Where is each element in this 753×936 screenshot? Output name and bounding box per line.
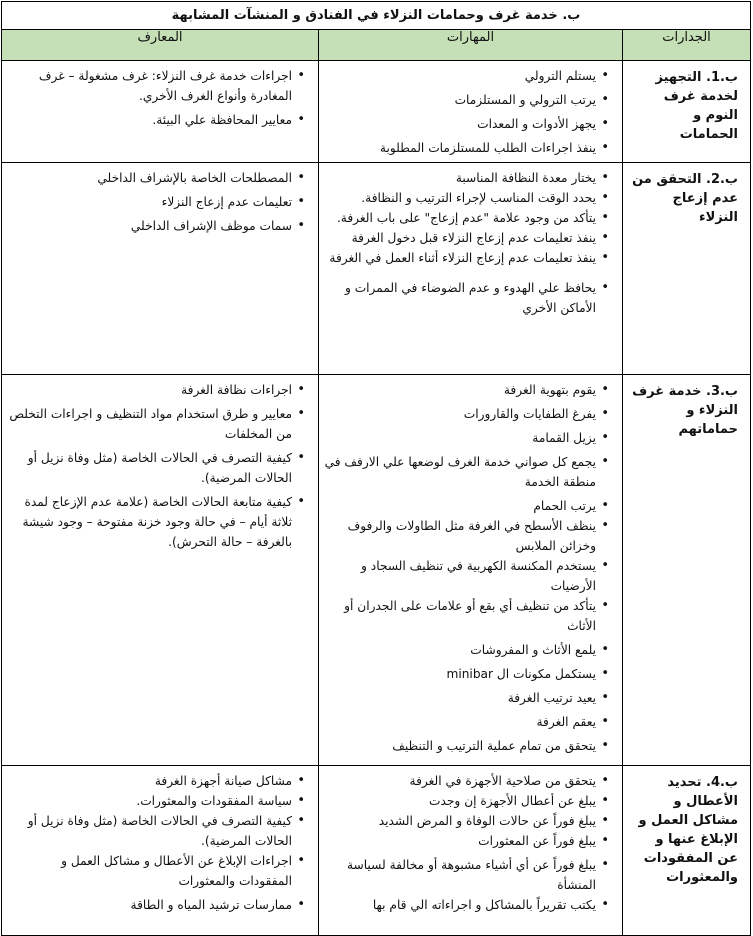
list-item: • يستلم الترولي: [323, 66, 608, 86]
list-item: • ينفذ تعليمات عدم إزعاج النزلاء أثناء العمل في الغرفة: [323, 248, 608, 268]
competency-cell: ب.2. التحقق من عدم إزعاج النزلاء: [623, 163, 751, 375]
list-item: • يجهز الأدوات و المعدات: [323, 114, 608, 134]
skills-cell: [319, 61, 623, 163]
list-item: • كيفية متابعة الحالات الخاصة (علامة عدم الإزعاج لمدة ثلاثة أيام – في حالة وجود خزنة مفتوحة – وجود شيشة بالغرفة – حالة التحرش).: [6, 492, 304, 552]
list-item: • يتحقق من تمام عملية الترتيب و التنظيف: [323, 736, 608, 756]
list-item: • يعقم الغرفة: [323, 712, 608, 732]
competency-cell: ب.3. خدمة غرف النزلاء و حماماتهم: [623, 375, 751, 766]
standards-table: [1, 1, 751, 936]
list-item: • ينظف الأسطح في الغرفة مثل الطاولات والرفوف وخزائن الملابس: [323, 516, 608, 556]
list-item: • ينفذ اجراءات الطلب للمستلزمات المطلوبة: [323, 138, 608, 158]
list-item: • يرتب الحمام: [323, 496, 608, 516]
list-item: • يقوم بتهوية الغرفة: [323, 380, 608, 400]
list-item: • اجراءات خدمة غرف النزلاء: غرف مشغولة – غرف المغادرة وأنواع الغرف الأخري.: [6, 66, 304, 106]
list-item: • معايير المحافظة علي البيئة.: [6, 110, 304, 130]
list-item: • يزيل القمامة: [323, 428, 608, 448]
skills-cell: [319, 766, 623, 936]
competency-cell: ب.1. التجهيز لخدمة غرف النوم و الحمامات: [623, 61, 751, 163]
list-item: • يبلغ فوراً عن أي أشياء مشبوهة أو مخالفة لسياسة المنشأة: [323, 855, 608, 895]
knowledge-cell: [2, 375, 319, 766]
header-knowledge: المعارف: [2, 30, 319, 61]
list-item: • معايير و طرق استخدام مواد التنظيف و اجراءات التخلص من المخلفات: [6, 404, 304, 444]
knowledge-cell: [2, 61, 319, 163]
list-item: • يستخدم المكنسة الكهربية في تنظيف السجاد و الأرضيات: [323, 556, 608, 596]
list-item: • يبلغ عن أعطال الأجهزة إن وجدت: [323, 791, 608, 811]
list-item: • المصطلحات الخاصة بالإشراف الداخلي: [6, 168, 304, 188]
list-item: • سياسة المفقودات والمعثورات.: [6, 791, 304, 811]
list-item: • تعليمات عدم إزعاج النزلاء: [6, 192, 304, 212]
list-item: • كيفية التصرف في الحالات الخاصة (مثل وفاة نزيل أو الحالات المرضية).: [6, 811, 304, 851]
knowledge-cell: [2, 163, 319, 375]
table-row: [2, 163, 751, 375]
list-item: • يجمع كل صواني خدمة الغرف لوضعها علي الارفف في منطقة الخدمة: [323, 452, 608, 492]
skills-cell: [319, 375, 623, 766]
list-item: • يحدد الوقت المناسب لإجراء الترتيب و النظافة.: [323, 188, 608, 208]
list-item: • يبلغ فوراً عن المعثورات: [323, 831, 608, 851]
list-item: • سمات موظف الإشراف الداخلي: [6, 216, 304, 236]
list-item: • مشاكل صيانة أجهزة الغرفة: [6, 771, 304, 791]
table-title: ب. خدمة غرف وحمامات النزلاء في الفنادق و المنشآت المشابهة: [2, 2, 751, 30]
table-row: [2, 766, 751, 936]
list-item: • يتأكد من وجود علامة "عدم إزعاج" على باب الغرفة.: [323, 208, 608, 228]
header-competencies: الجدارات: [623, 30, 751, 61]
list-item: • كيفية التصرف في الحالات الخاصة (مثل وفاة نزيل أو الحالات المرضية).: [6, 448, 304, 488]
competency-cell: ب.4. تحديد الأعطال و مشاكل العمل و الإبلاغ عنها و عن المفقودات والمعثورات: [623, 766, 751, 936]
skills-cell: [319, 163, 623, 375]
list-item: • يفرغ الطفايات والقارورات: [323, 404, 608, 424]
list-item: • يتحقق من صلاحية الأجهزة في الغرفة: [323, 771, 608, 791]
list-item: • يكتب تقريراً بالمشاكل و اجراءاته الي قام بها: [323, 895, 608, 915]
list-item: • اجراءات الإبلاغ عن الأعطال و مشاكل العمل و المفقودات والمعثورات: [6, 851, 304, 891]
knowledge-cell: [2, 766, 319, 936]
table-row: [2, 375, 751, 766]
list-item: • يختار معدة النظافة المناسبة: [323, 168, 608, 188]
table-row: [2, 61, 751, 163]
list-item: • ينفذ تعليمات عدم إزعاج النزلاء قبل دخول الغرفة: [323, 228, 608, 248]
list-item: • يرتب الترولي و المستلزمات: [323, 90, 608, 110]
list-item: • يستكمل مكونات ال minibar: [323, 664, 608, 684]
list-item: • ممارسات ترشيد المياه و الطاقة: [6, 895, 304, 915]
list-item: • يعيد ترتيب الغرفة: [323, 688, 608, 708]
list-item: • يتأكد من تنظيف أي بقع أو علامات على الجدران أو الأثاث: [323, 596, 608, 636]
list-item: • يبلغ فوراً عن حالات الوفاة و المرض الشديد: [323, 811, 608, 831]
list-item: • يحافظ علي الهدوء و عدم الضوضاء في الممرات و الأماكن الأخري: [323, 278, 608, 318]
list-item: • اجراءات نظافة الغرفة: [6, 380, 304, 400]
list-item: • يلمع الأثاث و المفروشات: [323, 640, 608, 660]
header-skills: المهارات: [319, 30, 623, 61]
